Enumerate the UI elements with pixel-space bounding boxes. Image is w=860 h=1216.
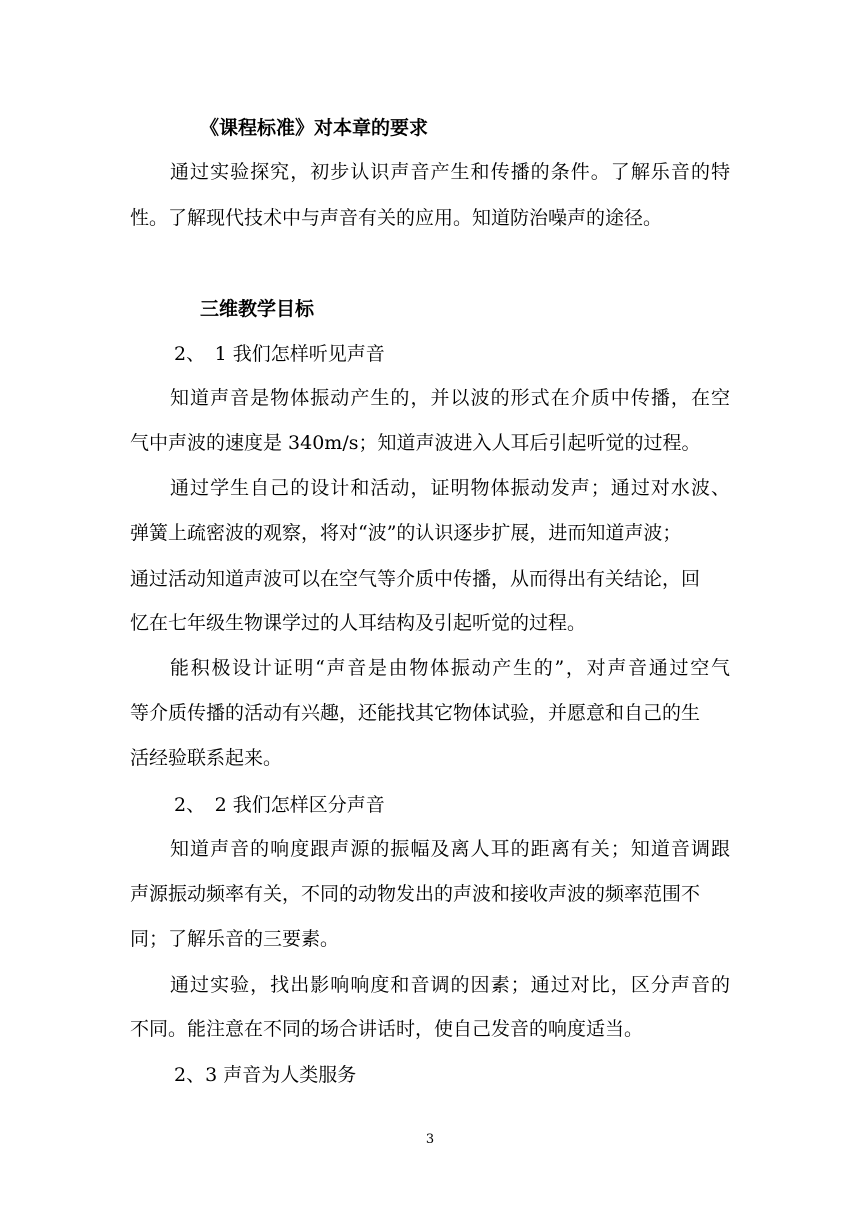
paragraph-line: 通过活动知道声波可以在空气等介质中传播，从而得出有关结论，回 (130, 568, 701, 590)
paragraph-line: 忆在七年级生物课学过的人耳结构及引起听觉的过程。 (130, 612, 587, 634)
paragraph-line: 通过实验，找出影响响度和音调的因素；通过对比，区分声音的 (170, 974, 730, 996)
subsection-heading-1: 2、 1 我们怎样听见声音 (174, 343, 385, 365)
subsection-heading-3: 2、3 声音为人类服务 (174, 1064, 357, 1086)
paragraph-line: 等介质传播的活动有兴趣，还能找其它物体试验，并愿意和自己的生 (130, 702, 701, 724)
paragraph-line: 弹簧上疏密波的观察，将对“波”的认识逐步扩展，进而知道声波； (130, 522, 682, 544)
paragraph-line: 声源振动频率有关，不同的动物发出的声波和接收声波的频率范围不 (130, 883, 701, 905)
subsection-heading-2: 2、 2 我们怎样区分声音 (174, 794, 385, 816)
paragraph-line: 活经验联系起来。 (130, 747, 283, 769)
paragraph-line: 通过实验探究，初步认识声音产生和传播的条件。了解乐音的特 (170, 161, 730, 183)
paragraph-line: 不同。能注意在不同的场合讲话时，使自己发音的响度适当。 (130, 1018, 644, 1040)
page-number: 3 (425, 1132, 435, 1147)
paragraph-line: 知道声音的响度跟声源的振幅及离人耳的距离有关；知道音调跟 (170, 838, 730, 860)
paragraph-line: 知道声音是物体振动产生的，并以波的形式在介质中传播，在空 (170, 387, 730, 409)
paragraph-line: 通过学生自己的设计和活动，证明物体振动发声；通过对水波、 (170, 477, 730, 499)
paragraph-line: 能积极设计证明“声音是由物体振动产生的”，对声音通过空气 (170, 657, 730, 679)
paragraph-line: 气中声波的速度是 340m/s；知道声波进入人耳后引起听觉的过程。 (130, 432, 701, 454)
paragraph-line: 性。了解现代技术中与声音有关的应用。知道防治噪声的途径。 (130, 207, 663, 229)
paragraph-line: 同；了解乐音的三要素。 (130, 928, 340, 950)
section-title-teaching-goals: 三维教学目标 (200, 298, 315, 320)
section-title-curriculum-standard: 《课程标准》对本章的要求 (200, 117, 429, 139)
